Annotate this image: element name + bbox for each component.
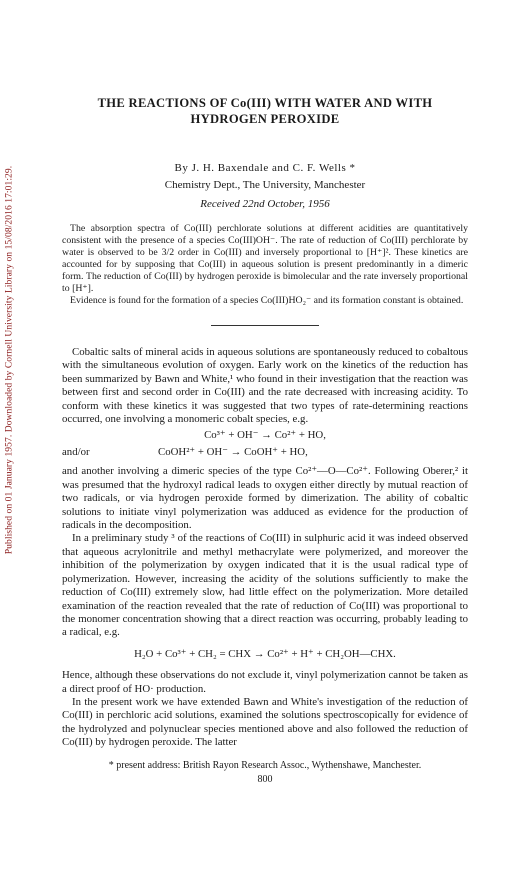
equation: H₂O + Co³⁺ + CH₂ = CHX → Co²⁺ + H⁺ + CH₂OH—CHX. [134, 647, 396, 660]
abstract [62, 223, 468, 307]
affiliation: Chemistry Dept., The University, Manchester [164, 179, 366, 191]
body-paragraph: Hence, although these observations do not exclude it, vinyl polymerization cannot be taken as a direct proof of HO· production. [62, 669, 468, 695]
abstract-paragraph: Evidence is found for the formation of a species Co(III)HO₂⁻ and its formation constant is obtained. [70, 295, 464, 306]
title-line-1: THE REACTIONS OF Co(III) WITH WATER AND WITH [97, 96, 433, 110]
body-paragraph: and another involving a dimeric species of the type Co²⁺—O—Co²⁺. Following Oberer,² it was presumed that the hydroxyl radical leads to oxygen either directly by mutual reaction of two radicals, or via hydrogen peroxide formed by dimerization. The ability of cobaltic solutions to initiate vinyl polymerization was adduced as evidence for the production of radicals in the decomposition. [62, 465, 468, 532]
page-number: 800 [257, 773, 273, 785]
equation: CoOH²⁺ + OH⁻ → CoOH⁺ + HO, [158, 446, 308, 459]
section-divider [211, 325, 319, 326]
body-paragraph: In the present work we have extended Bawn and White's investigation of the reduction of Co(III) in perchloric acid solutions, examined the solutions spectroscopically for evidence of the hydrolyzed and polynuclear species mentioned above and also followed the reduction of Co(III) by hydrogen peroxide. The latter [62, 695, 468, 749]
download-watermark [2, 60, 16, 660]
article-title [62, 95, 468, 127]
received-date: Received 22nd October, 1956 [200, 198, 330, 210]
body-paragraph: Cobaltic salts of mineral acids in aqueous solutions are spontaneously reduced to cobaltous with the simultaneous evolution of oxygen. Early work on the kinetics of the reduction has been summarized by Bawn and White,¹ who found in their investigation that the reaction was between first and second order in Co(III) and the rate decreased with increasing acidity. To conform with these kinetics it was suggested that two types of rate-determining reactions occurred, one involving a monomeric cobalt species, e.g. [62, 346, 468, 426]
body-paragraph: In a preliminary study ³ of the reactions of Co(III) in sulphuric acid it was indeed observed that aqueous acrylonitrile and methyl methacrylate were polymerized, and moreover the inhibition of the polymerization by oxygen indicated that it is the usual radical type of polymerization. However, increasing the acidity of the solutions sufficiently to make the reduction of Co(III) extremely slow, had little effect on the polymerization. More detailed examination of the reaction revealed that the rate of reduction of Co(III) was proportional to the monomer concentration showing that a direct reaction was occurring, probably leading to a radical, e.g. [62, 532, 468, 639]
equation-row [62, 446, 468, 459]
equation: Co³⁺ + OH⁻ → Co²⁺ + HO, [204, 429, 326, 442]
article-body [62, 346, 468, 750]
abstract-paragraph: The absorption spectra of Co(III) perchlorate solutions at different acidities are quantitatively consistent with the presence of a species Co(III)OH⁻. The rate of reduction of Co(III) perchlorate by water is observed to be 3/2 order in Co(III) and inversely proportional to [H⁺]². These kinetics are accounted for by supposing that Co(III) in aqueous solution is present predominantly in a dimeric form. The reduction of Co(III) by hydrogen peroxide is bimolecular and the rate inversely proportional to [H⁺]. [62, 223, 468, 294]
download-watermark-text: Published on 01 January 1957. Downloaded by Cornell University Library on 15/08/2016 17:01:29. [3, 165, 15, 555]
title-line-2: HYDROGEN PEROXIDE [190, 112, 340, 126]
article-page [62, 95, 468, 785]
author-line: By J. H. Baxendale and C. F. Wells * [174, 162, 356, 174]
equation-label: and/or [62, 446, 90, 459]
footnote: * present address: British Rayon Research Assoc., Wythenshawe, Manchester. [108, 759, 422, 771]
